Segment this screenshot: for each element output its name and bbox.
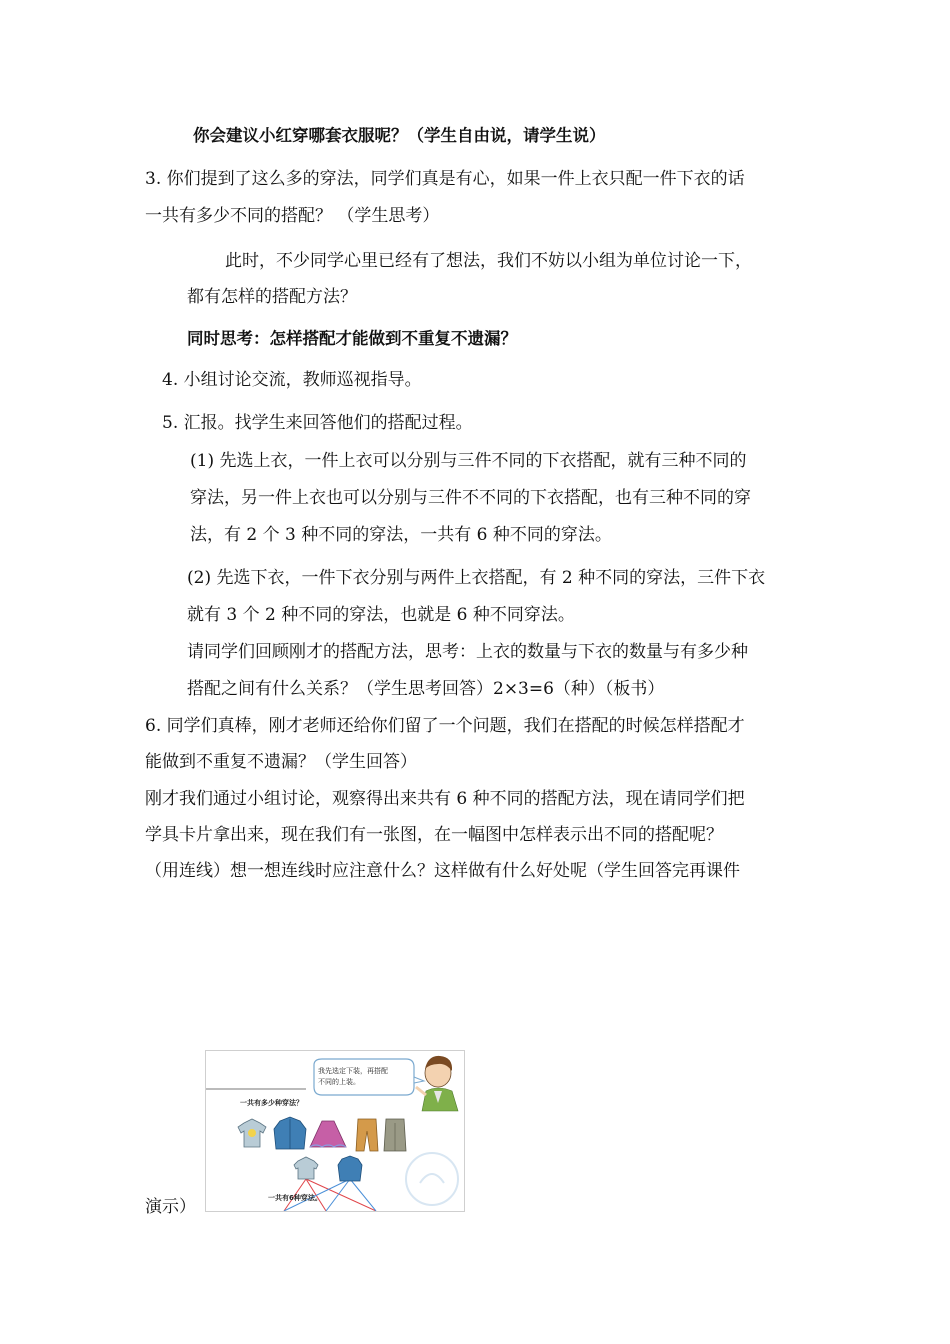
text-line-20: （用连线）想一想连线时应注意什么？这样做有什么好处呢（学生回答完再课件	[145, 861, 740, 881]
text-line-11: 法，有 2 个 3 种不同的穿法，一共有 6 种不同的穿法。	[190, 525, 612, 545]
shorts-icon	[384, 1119, 406, 1151]
text-line-8: 5. 汇报。找学生来回答他们的搭配过程。	[162, 413, 473, 433]
pants-icon	[356, 1119, 378, 1151]
tshirt-small-icon	[294, 1157, 318, 1179]
text-line-13: 就有 3 个 2 种不同的穿法，也就是 6 种不同穿法。	[187, 605, 575, 625]
watermark-logo-icon	[402, 1149, 462, 1209]
speech-bubble-tail	[414, 1077, 424, 1083]
text-line-18: 刚才我们通过小组讨论，观察得出来共有 6 种不同的搭配方法，现在请同学们把	[145, 789, 745, 809]
text-line-15: 搭配之间有什么关系？（学生思考回答）2×3=6（种）（板书）	[187, 679, 665, 699]
text-line-5: 都有怎样的搭配方法？	[187, 287, 357, 307]
text-line-4: 此时，不少同学心里已经有了想法，我们不妨以小组为单位讨论一下，	[225, 251, 752, 271]
text-line-19: 学具卡片拿出来，现在我们有一张图，在一幅图中怎样表示出不同的搭配呢？	[145, 825, 723, 845]
speech-text-2: 不同的上装。	[318, 1078, 360, 1086]
figure-question: 一共有多少种穿法？	[240, 1099, 303, 1107]
text-line-16: 6. 同学们真棒，刚才老师还给你们留了一个问题，我们在搭配的时候怎样搭配才	[145, 716, 745, 736]
jacket-small-icon	[338, 1156, 362, 1181]
speech-text-1: 我先选定下装，再搭配	[318, 1067, 388, 1075]
text-line-17: 能做到不重复不遗漏？（学生回答）	[145, 752, 417, 772]
text-line-7: 4. 小组讨论交流，教师巡视指导。	[162, 370, 422, 390]
figure-answer: 一共有6种穿法。	[268, 1194, 322, 1202]
text-line-1: 你会建议小红穿哪套衣服呢？（学生自由说，请学生说）	[193, 126, 606, 145]
text-line-12: (2) 先选下衣，一件下衣分别与两件上衣搭配，有 2 种不同的穿法，三件下衣	[187, 568, 766, 588]
text-line-9: (1) 先选上衣，一件上衣可以分别与三件不同的下衣搭配，就有三种不同的	[190, 451, 747, 471]
text-line-3: 一共有多少不同的搭配？ （学生思考）	[145, 206, 440, 226]
teacher-figure	[416, 1056, 458, 1111]
text-line-6: 同时思考：怎样搭配才能做到不重复不遗漏？	[187, 329, 517, 348]
tshirt-icon	[238, 1119, 266, 1147]
jacket-icon	[274, 1117, 306, 1149]
clothing-combination-figure	[205, 1050, 465, 1212]
speech-bubble	[314, 1059, 414, 1095]
text-line-21: 演示）	[145, 1197, 196, 1217]
text-line-2: 3. 你们提到了这么多的穿法，同学们真是有心，如果一件上衣只配一件下衣的话	[145, 169, 745, 189]
skirt-icon	[310, 1121, 346, 1147]
text-line-14: 请同学们回顾刚才的搭配方法，思考：上衣的数量与下衣的数量与有多少种	[187, 642, 748, 662]
text-line-10: 穿法，另一件上衣也可以分别与三件不不同的下衣搭配，也有三种不同的穿	[190, 488, 751, 508]
